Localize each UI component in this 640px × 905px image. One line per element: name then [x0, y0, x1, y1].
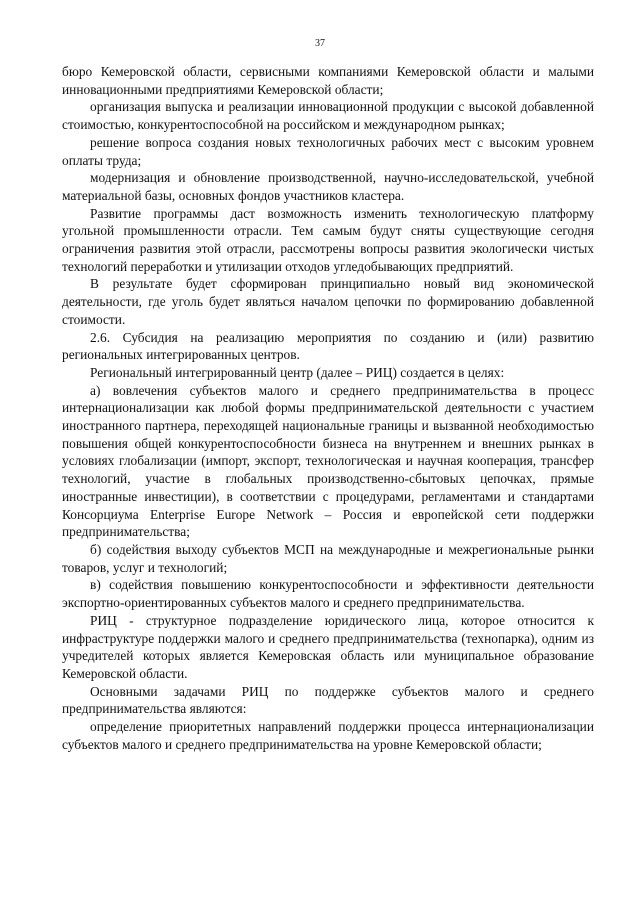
paragraph: бюро Кемеровской области, сервисными компаниями Кемеровской области и малыми инновационными предприятиями Кемеровской области; — [62, 64, 594, 97]
paragraph: Основными задачами РИЦ по поддержке субъектов малого и среднего предпринимательства являются: — [62, 683, 594, 717]
paragraph: решение вопроса создания новых технологичных рабочих мест с высоким уровнем оплаты труда; — [62, 134, 594, 168]
document-body — [62, 63, 594, 753]
paragraph: модернизация и обновление производственной, научно-исследовательской, учебной материальной базы, основных фондов участников кластера. — [62, 170, 594, 203]
paragraph: б) содействия выходу субъектов МСП на международные и межрегиональные рынки товаров, услуг и технологий; — [62, 541, 594, 575]
paragraph: определение приоритетных направлений поддержки процесса интернационализации субъектов малого и среднего предпринимательства на уровне Кемеровской области; — [62, 719, 594, 752]
paragraph: Развитие программы даст возможность изменить технологическую платформу угольной промышленности отрасли. Тем самым будут сняты существующие сегодня ограничения развития этой отрасли, рассмотрены вопросы развития экологически чистых технологий переработки и утилизации отходов угледобывающих предприятий. — [62, 205, 594, 274]
paragraph: В результате будет сформирован принципиально новый вид экономической деятельности, где уголь будет являться началом цепочки по формированию добавленной стоимости. — [62, 276, 594, 327]
paragraph: Региональный интегрированный центр (далее – РИЦ) создается в целях: — [90, 364, 505, 380]
paragraph: в) содействия повышению конкурентоспособности и эффективности деятельности экспортно-ориентированных субъектов малого и среднего предпринимательства. — [62, 577, 594, 611]
paragraph: а) вовлечения субъектов малого и среднего предпринимательства в процесс интернационализации как любой формы предпринимательской деятельности с участием иностранного партнера, переходящей национальные границы и вызванной необходимостью повышения общей конкурентоспособности бизнеса на внутреннем и внешних рынках в условиях глобализации (импорт, экспорт, технологическая и научная кооперация, трансфер технологий, участие в глобальных производственно-сбытовых цепочках, прямые иностранные инвестиции), в соответствии с процедурами, регламентами и стандартами Консорциума Enterprise Europe Network – Россия и европейской сети поддержки предпринимательства; — [62, 382, 594, 540]
paragraph: организация выпуска и реализации инновационной продукции с высокой добавленной стоимостью, конкурентоспособной на российском и международном рынках; — [62, 99, 594, 133]
paragraph: РИЦ - структурное подразделение юридического лица, которое относится к инфраструктуре поддержки малого и среднего предпринимательства (технопарка), одним из учредителей которых является Кемеровская область или муниципальное образование Кемеровской области. — [62, 612, 594, 681]
paragraph: 2.6. Субсидия на реализацию мероприятия по созданию и (или) развитию региональных интегрированных центров. — [62, 329, 594, 363]
page-number: 37 — [315, 38, 325, 49]
